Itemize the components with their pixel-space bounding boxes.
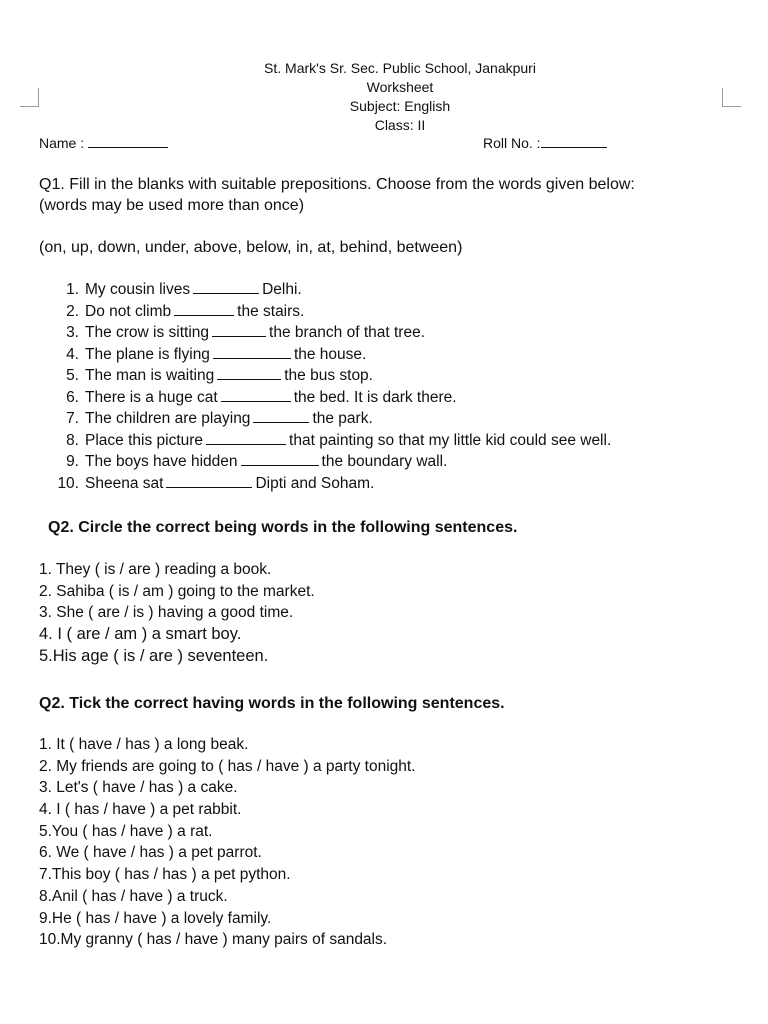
answer-blank bbox=[241, 452, 319, 466]
answer-blank bbox=[174, 302, 234, 316]
q2-title: Q2. Circle the correct being words in the following sentences. bbox=[48, 519, 518, 536]
list-item: 1. They ( is / are ) reading a book. bbox=[39, 561, 272, 578]
list-item: 5.His age ( is / are ) seventeen. bbox=[39, 646, 269, 665]
list-item: 3. She ( are / is ) having a good time. bbox=[39, 604, 294, 622]
name-field bbox=[39, 135, 168, 151]
answer-blank bbox=[212, 323, 266, 337]
list-item: 5.You ( has / have ) a rat. bbox=[39, 822, 213, 840]
list-item: 6. We ( have / has ) a pet parrot. bbox=[39, 844, 262, 862]
list-item: 9.He ( has / have ) a lovely family. bbox=[39, 909, 272, 927]
list-item: 2. Do not climb the stairs. bbox=[66, 302, 305, 320]
class-line: Class: II bbox=[374, 117, 426, 133]
list-item: 3. The crow is sitting the branch of that tree. bbox=[66, 324, 426, 341]
subject-line: Subject: English bbox=[349, 98, 451, 114]
list-item: 6. There is a huge cat the bed. It is dark there. bbox=[66, 388, 457, 406]
list-item: 9. The boys have hidden the boundary wall. bbox=[66, 453, 448, 470]
answer-blank bbox=[253, 409, 309, 423]
answer-blank bbox=[221, 388, 291, 402]
q1-list bbox=[51, 279, 611, 494]
name-label: Name : bbox=[39, 135, 85, 151]
document-type: Worksheet bbox=[366, 79, 434, 95]
list-item: 5. The man is waiting the bus stop. bbox=[66, 367, 373, 384]
list-item: 8. Place this picture that painting so that my little kid could see well. bbox=[66, 431, 612, 449]
answer-blank bbox=[206, 431, 286, 445]
q1-subtitle: (words may be used more than once) bbox=[39, 197, 305, 214]
roll-blank bbox=[541, 135, 607, 148]
list-item: 1. My cousin lives Delhi. bbox=[66, 281, 302, 298]
list-item: 3. Let's ( have / has ) a cake. bbox=[39, 779, 238, 797]
list-item: 7.This boy ( has / has ) a pet python. bbox=[39, 866, 291, 884]
list-item: 2. My friends are going to ( has / have ) a party tonight. bbox=[39, 757, 416, 775]
school-name: St. Mark's Sr. Sec. Public School, Janakpuri bbox=[264, 60, 536, 76]
answer-blank bbox=[193, 280, 259, 294]
answer-blank bbox=[213, 345, 291, 359]
list-item: 4. I ( are / am ) a smart boy. bbox=[39, 625, 242, 644]
roll-label: Roll No. : bbox=[483, 135, 541, 151]
name-blank bbox=[88, 135, 168, 148]
list-item: 10.My granny ( has / have ) many pairs of sandals. bbox=[39, 931, 388, 949]
roll-field bbox=[483, 135, 607, 151]
list-item: 4. I ( has / have ) a pet rabbit. bbox=[39, 801, 242, 819]
answer-blank bbox=[217, 366, 281, 380]
q1-title: Q1. Fill in the blanks with suitable prepositions. Choose from the words given below: bbox=[39, 176, 635, 193]
q3-title: Q2. Tick the correct having words in the following sentences. bbox=[39, 695, 505, 712]
q3-list bbox=[39, 734, 416, 951]
list-item: 4. The plane is flying the house. bbox=[66, 345, 367, 363]
list-item: 1. It ( have / has ) a long beak. bbox=[39, 736, 249, 753]
list-item: 8.Anil ( has / have ) a truck. bbox=[39, 887, 228, 905]
list-item: 2. Sahiba ( is / am ) going to the market. bbox=[39, 582, 315, 600]
list-item: 10. Sheena sat Dipti and Soham. bbox=[57, 474, 375, 492]
q1-word-bank: (on, up, down, under, above, below, in, at, behind, between) bbox=[39, 239, 463, 256]
q2-list bbox=[39, 559, 315, 667]
list-item: 7. The children are playing the park. bbox=[66, 410, 373, 427]
answer-blank bbox=[166, 474, 252, 488]
